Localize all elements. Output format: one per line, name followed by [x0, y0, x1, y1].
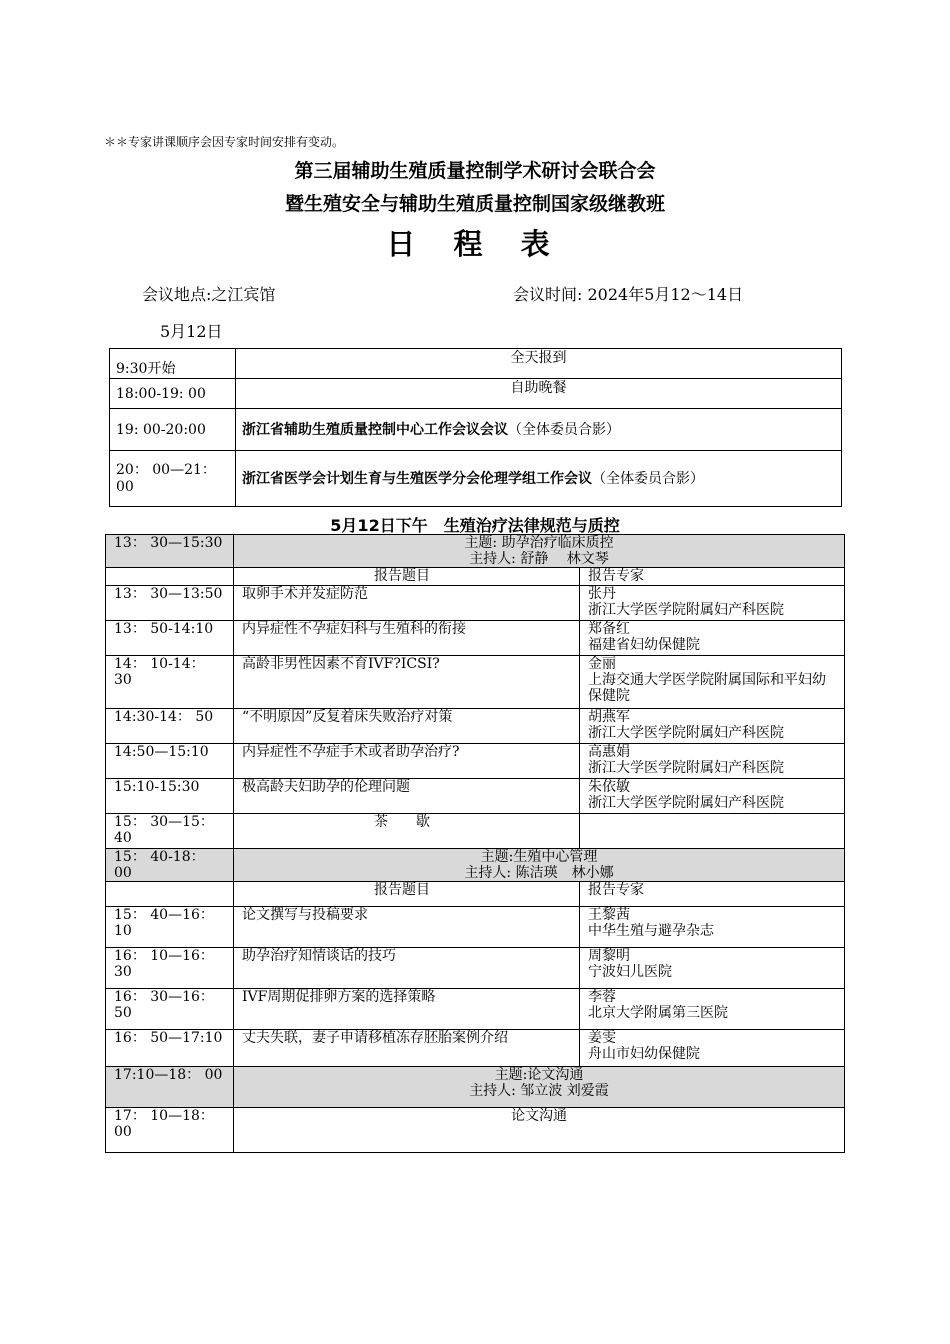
topic-cell: “不明原因”反复着床失败治疗对策	[234, 709, 580, 744]
table-row	[106, 907, 845, 948]
afternoon-schedule-table	[105, 534, 845, 1153]
time-cell: 15： 40—16：10	[106, 907, 234, 948]
speaker-name: 周黎明	[588, 948, 630, 964]
column-header-row	[106, 882, 845, 907]
time-cell: 19: 00-20:00	[110, 409, 236, 451]
column-header-row	[106, 568, 845, 586]
event-title: 浙江省医学会计划生育与生殖医学分会伦理学组工作会议	[242, 470, 592, 487]
time-cell: 9:30开始	[110, 349, 236, 379]
afternoon-section-title: 5月12日下午 生殖治疗法律规范与质控	[330, 516, 620, 535]
session-time: 13： 30—15:30	[106, 535, 234, 568]
conference-subtitle: 暨生殖安全与辅助生殖质量控制国家级继教班	[284, 193, 665, 215]
table-row	[106, 989, 845, 1030]
session-host: 主持人: 邹立波 刘爱霞	[469, 1083, 609, 1099]
table-row	[106, 586, 845, 621]
table-row	[110, 349, 842, 379]
session-theme: 主题:论文沟通	[494, 1067, 584, 1083]
speaker-org: 浙江大学医学院附属妇产科医院	[588, 760, 784, 776]
session-theme: 主题:生殖中心管理	[480, 849, 598, 865]
session-time: 17:10—18： 00	[106, 1067, 234, 1108]
table-row	[106, 1030, 845, 1067]
topic-header: 报告题目	[234, 882, 580, 907]
table-row	[106, 709, 845, 744]
speaker-org: 宁波妇儿医院	[588, 964, 672, 980]
topic-header: 报告题目	[234, 568, 580, 586]
speaker-org: 上海交通大学医学院附属国际和平妇幼保健院	[588, 672, 826, 704]
break-row	[106, 814, 845, 849]
speaker-cell	[580, 709, 845, 744]
session-host: 主持人: 陈洁瑛 林小娜	[464, 865, 614, 881]
table-row	[106, 948, 845, 989]
session-header-row	[106, 535, 845, 568]
speaker-name: 张丹	[588, 586, 616, 602]
speaker-org: 福建省妇幼保健院	[588, 637, 700, 653]
topic-cell: 高龄非男性因素不育IVF?ICSI?	[234, 656, 580, 709]
speaker-cell	[580, 1030, 845, 1067]
speaker-cell	[580, 989, 845, 1030]
event-note: （全体委员合影）	[592, 470, 704, 487]
speaker-header: 报告专家	[580, 568, 845, 586]
event-cell: 论文沟通	[234, 1108, 845, 1153]
speaker-name: 李蓉	[588, 989, 616, 1005]
table-row	[106, 656, 845, 709]
speaker-cell	[580, 779, 845, 814]
speaker-org: 中华生殖与避孕杂志	[588, 923, 714, 939]
schedule-heading: 日 程 表	[386, 227, 564, 261]
session-host: 主持人: 舒静 林文琴	[469, 551, 609, 567]
topic-cell: 极高龄夫妇助孕的伦理问题	[234, 779, 580, 814]
event-cell	[236, 451, 842, 507]
speaker-name: 郑备红	[588, 621, 630, 637]
time-cell: 14： 10-14： 30	[106, 656, 234, 709]
speaker-org: 北京大学附属第三医院	[588, 1005, 728, 1021]
session-info	[234, 1067, 845, 1108]
session-info	[234, 849, 845, 882]
speaker-name: 高惠娟	[588, 744, 630, 760]
empty-cell	[106, 882, 234, 907]
table-row	[106, 621, 845, 656]
event-cell: 自助晚餐	[236, 379, 842, 409]
topic-cell: 丈夫失联，妻子申请移植冻存胚胎案例介绍	[234, 1030, 580, 1067]
topic-cell: 助孕治疗知情谈话的技巧	[234, 948, 580, 989]
empty-cell	[580, 814, 845, 849]
speaker-cell	[580, 586, 845, 621]
time-cell: 14:50—15:10	[106, 744, 234, 779]
session-info	[234, 535, 845, 568]
time-cell: 17： 10—18：00	[106, 1108, 234, 1153]
event-title: 浙江省辅助生殖质量控制中心工作会议会议	[242, 421, 508, 438]
topic-cell: 论文撰写与投稿要求	[234, 907, 580, 948]
speaker-org: 浙江大学医学院附属妇产科医院	[588, 725, 784, 741]
topic-cell: 内异症性不孕症手术或者助孕治疗?	[234, 744, 580, 779]
time-cell: 13： 50-14:10	[106, 621, 234, 656]
topic-cell: IVF周期促排卵方案的选择策略	[234, 989, 580, 1030]
speaker-name: 王黎茜	[588, 907, 630, 923]
topic-cell: 内异症性不孕症妇科与生殖科的衔接	[234, 621, 580, 656]
speaker-name: 姜雯	[588, 1030, 616, 1046]
speaker-cell	[580, 656, 845, 709]
topic-cell: 取卵手术并发症防范	[234, 586, 580, 621]
session-header-row	[106, 849, 845, 882]
time-cell: 16： 50—17:10	[106, 1030, 234, 1067]
speaker-cell	[580, 744, 845, 779]
event-cell: 全天报到	[236, 349, 842, 379]
time-cell: 18:00-19: 00	[110, 379, 236, 409]
speaker-name: 朱依敏	[588, 779, 630, 795]
speaker-header: 报告专家	[580, 882, 845, 907]
speaker-cell	[580, 621, 845, 656]
time-cell: 20： 00—21：00	[110, 451, 236, 507]
meeting-time: 会议时间: 2024年5月12～14日	[513, 285, 744, 304]
empty-cell	[106, 568, 234, 586]
table-row	[110, 409, 842, 451]
session-time: 15： 40-18： 00	[106, 849, 234, 882]
speaker-cell	[580, 948, 845, 989]
table-row	[106, 1108, 845, 1153]
session-header-row	[106, 1067, 845, 1108]
table-row	[110, 379, 842, 409]
break-label: 茶 歇	[234, 814, 580, 849]
schedule-note: ＊＊专家讲课顺序会因专家时间安排有变动。	[104, 135, 345, 149]
time-cell: 15:10-15:30	[106, 779, 234, 814]
time-cell: 16： 30—16：50	[106, 989, 234, 1030]
speaker-name: 金丽	[588, 656, 616, 672]
event-cell	[236, 409, 842, 451]
speaker-org: 舟山市妇幼保健院	[588, 1046, 700, 1062]
time-cell: 15： 30—15：40	[106, 814, 234, 849]
time-cell: 16： 10—16：30	[106, 948, 234, 989]
meeting-venue: 会议地点:之江宾馆	[142, 285, 276, 304]
time-cell: 14:30-14： 50	[106, 709, 234, 744]
event-note: （全体委员合影）	[508, 421, 620, 438]
table-row	[106, 744, 845, 779]
conference-title: 第三届辅助生殖质量控制学术研讨会联合会	[294, 160, 656, 182]
table-row	[110, 451, 842, 507]
speaker-org: 浙江大学医学院附属妇产科医院	[588, 795, 784, 811]
speaker-name: 胡燕军	[588, 709, 630, 725]
day-label: 5月12日	[160, 322, 223, 341]
time-cell: 13： 30—13:50	[106, 586, 234, 621]
evening-schedule-table	[109, 348, 842, 507]
table-row	[106, 779, 845, 814]
speaker-org: 浙江大学医学院附属妇产科医院	[588, 602, 784, 618]
session-theme: 主题: 助孕治疗临床质控	[464, 535, 614, 551]
speaker-cell	[580, 907, 845, 948]
